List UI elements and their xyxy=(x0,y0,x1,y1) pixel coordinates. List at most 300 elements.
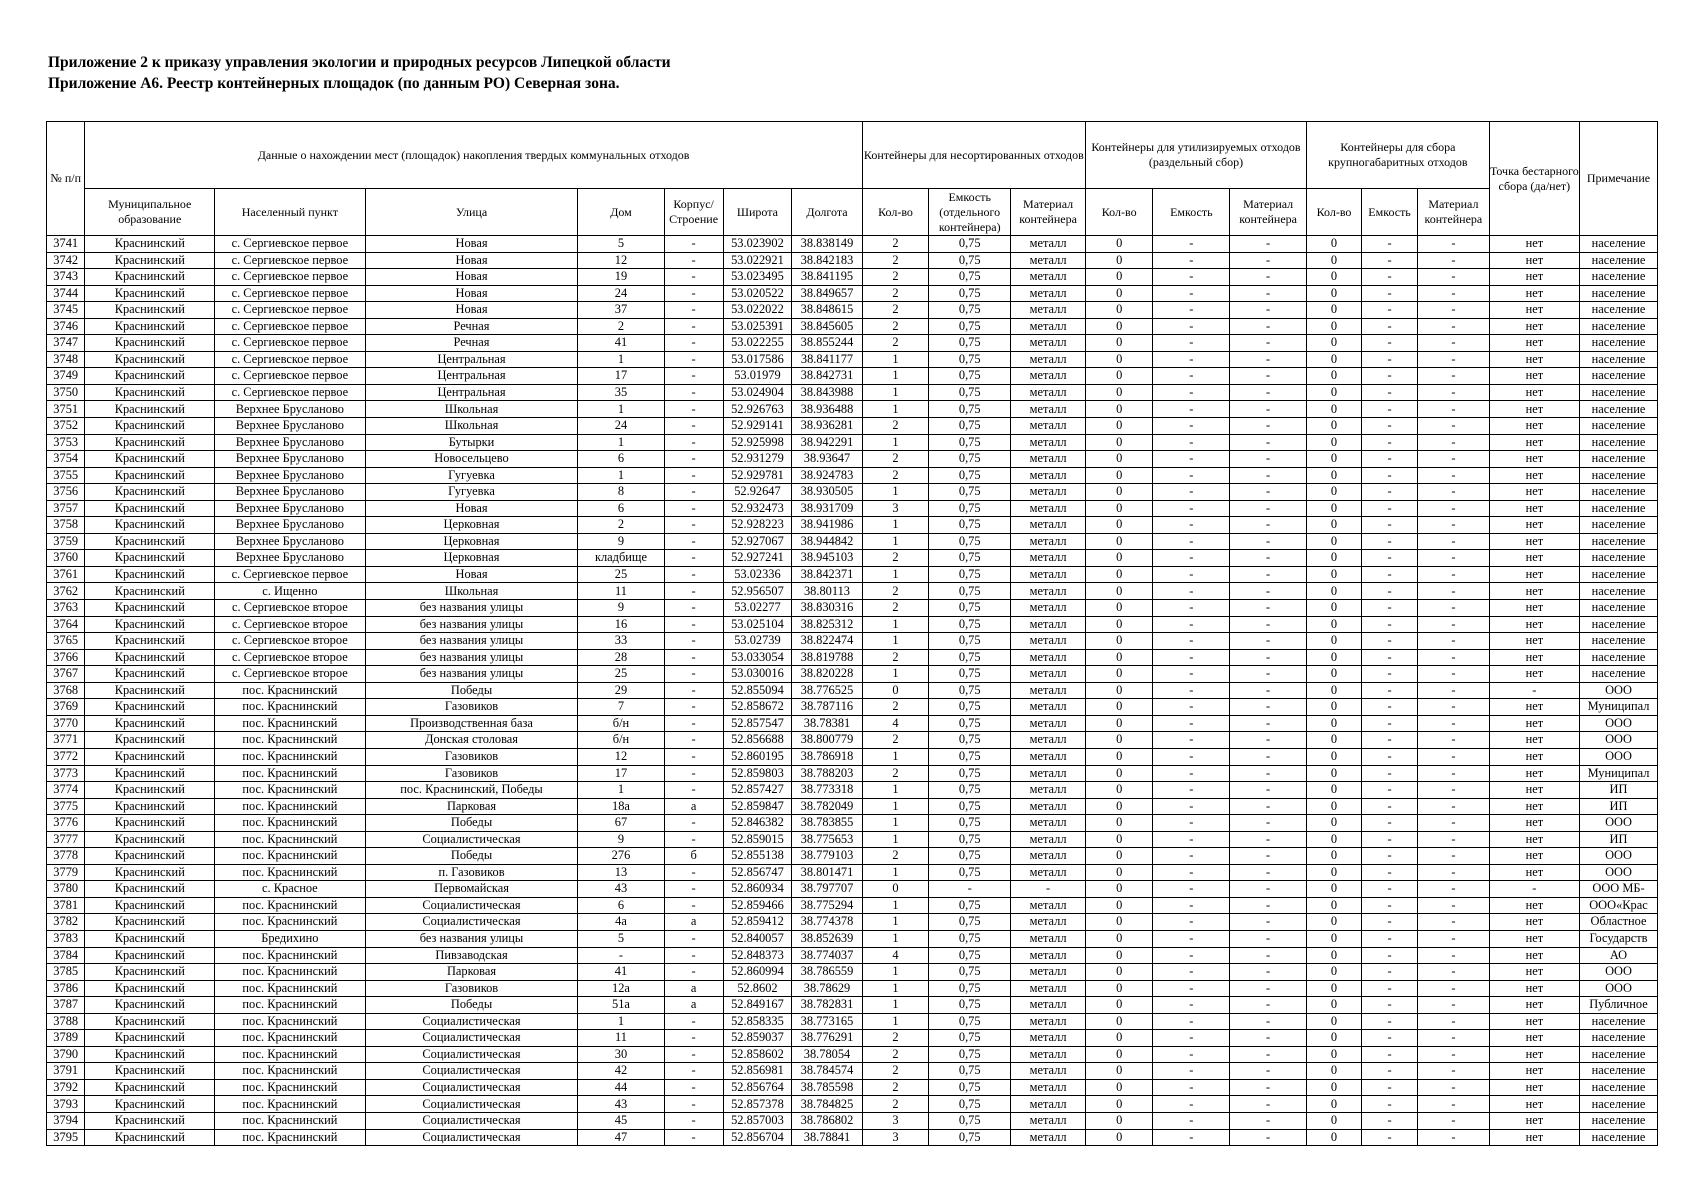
bulky-count-cell: 0 xyxy=(1307,715,1362,732)
row-number-cell: 3742 xyxy=(47,252,85,269)
note-cell: ООО xyxy=(1579,715,1657,732)
settlement-cell: с. Сергиевское второе xyxy=(215,616,366,633)
street-cell: Первомайская xyxy=(365,881,578,898)
municipality-cell: Краснинский xyxy=(85,1063,215,1080)
street-cell: Пивзаводская xyxy=(365,947,578,964)
longitude-cell: 38.819788 xyxy=(792,649,863,666)
document-title-block xyxy=(48,52,671,94)
bulky-count-cell: 0 xyxy=(1307,351,1362,368)
bulky-capacity-cell: - xyxy=(1362,682,1418,699)
latitude-cell: 52.927241 xyxy=(723,550,792,567)
row-number-cell: 3759 xyxy=(47,533,85,550)
table-row xyxy=(47,947,1658,964)
house-cell: 6 xyxy=(578,897,664,914)
unsorted-count-cell: 4 xyxy=(862,947,928,964)
settlement-cell: пос. Краснинский xyxy=(215,947,366,964)
table-row xyxy=(47,533,1658,550)
unsorted-capacity-cell: 0,75 xyxy=(929,666,1011,683)
longitude-cell: 38.930505 xyxy=(792,484,863,501)
street-cell: без названия улицы xyxy=(365,600,578,617)
building-cell: - xyxy=(664,930,723,947)
bulky-count-cell: 0 xyxy=(1307,1079,1362,1096)
bulky-count-cell: 0 xyxy=(1307,566,1362,583)
note-cell: ООО xyxy=(1579,682,1657,699)
recyclable-capacity-cell: - xyxy=(1153,351,1230,368)
building-cell: - xyxy=(664,864,723,881)
unsorted-count-cell: 1 xyxy=(862,484,928,501)
house-cell: 18а xyxy=(578,798,664,815)
note-cell: население xyxy=(1579,1046,1657,1063)
note-cell: население xyxy=(1579,451,1657,468)
municipality-cell: Краснинский xyxy=(85,500,215,517)
building-cell: - xyxy=(664,1079,723,1096)
municipality-cell: Краснинский xyxy=(85,583,215,600)
municipality-cell: Краснинский xyxy=(85,748,215,765)
recyclable-material-cell: - xyxy=(1230,335,1307,352)
bulky-count-cell: 0 xyxy=(1307,302,1362,319)
recyclable-count-cell: 0 xyxy=(1085,1063,1152,1080)
building-cell: - xyxy=(664,782,723,799)
bulky-material-cell: - xyxy=(1418,500,1490,517)
settlement-cell: пос. Краснинский xyxy=(215,815,366,832)
municipality-cell: Краснинский xyxy=(85,1129,215,1146)
table-row xyxy=(47,633,1658,650)
recyclable-material-cell: - xyxy=(1230,1046,1307,1063)
bulky-capacity-cell: - xyxy=(1362,285,1418,302)
table-row xyxy=(47,914,1658,931)
latitude-cell: 52.860934 xyxy=(723,881,792,898)
house-cell: 44 xyxy=(578,1079,664,1096)
street-cell: Новая xyxy=(365,252,578,269)
latitude-cell: 52.858335 xyxy=(723,1013,792,1030)
latitude-cell: 52.8602 xyxy=(723,980,792,997)
bulky-capacity-cell: - xyxy=(1362,335,1418,352)
unsorted-count-cell: 1 xyxy=(862,351,928,368)
bulky-count-cell: 0 xyxy=(1307,252,1362,269)
unsorted-material-cell: металл xyxy=(1011,252,1086,269)
street-cell: Производственная база xyxy=(365,715,578,732)
bulky-capacity-cell: - xyxy=(1362,1079,1418,1096)
unsorted-capacity-cell: 0,75 xyxy=(929,236,1011,253)
table-row xyxy=(47,434,1658,451)
street-cell: Речная xyxy=(365,335,578,352)
recyclable-capacity-cell: - xyxy=(1153,897,1230,914)
unsorted-capacity-cell: 0,75 xyxy=(929,715,1011,732)
settlement-cell: пос. Краснинский xyxy=(215,914,366,931)
bulky-capacity-cell: - xyxy=(1362,1063,1418,1080)
bagless-point-cell: нет xyxy=(1489,583,1579,600)
recyclable-material-cell: - xyxy=(1230,914,1307,931)
building-cell: - xyxy=(664,600,723,617)
recyclable-count-cell: 0 xyxy=(1085,947,1152,964)
bulky-count-cell: 0 xyxy=(1307,500,1362,517)
bagless-point-cell: нет xyxy=(1489,533,1579,550)
recyclable-material-cell: - xyxy=(1230,930,1307,947)
municipality-cell: Краснинский xyxy=(85,517,215,534)
note-cell: население xyxy=(1579,335,1657,352)
recyclable-material-cell: - xyxy=(1230,1030,1307,1047)
unsorted-material-cell: металл xyxy=(1011,1030,1086,1047)
recyclable-material-cell: - xyxy=(1230,566,1307,583)
header-location-group: Данные о нахождении мест (площадок) накопления твердых коммунальных отходов xyxy=(85,122,862,189)
bulky-count-cell: 0 xyxy=(1307,384,1362,401)
recyclable-count-cell: 0 xyxy=(1085,997,1152,1014)
unsorted-count-cell: 1 xyxy=(862,633,928,650)
unsorted-capacity-cell: 0,75 xyxy=(929,269,1011,286)
bulky-material-cell: - xyxy=(1418,633,1490,650)
recyclable-capacity-cell: - xyxy=(1153,318,1230,335)
street-cell: Новая xyxy=(365,269,578,286)
building-cell: - xyxy=(664,484,723,501)
header-longitude: Долгота xyxy=(792,189,863,236)
recyclable-count-cell: 0 xyxy=(1085,864,1152,881)
recyclable-material-cell: - xyxy=(1230,715,1307,732)
bulky-count-cell: 0 xyxy=(1307,1129,1362,1146)
bagless-point-cell: нет xyxy=(1489,600,1579,617)
unsorted-material-cell: металл xyxy=(1011,484,1086,501)
house-cell: 33 xyxy=(578,633,664,650)
table-row xyxy=(47,550,1658,567)
municipality-cell: Краснинский xyxy=(85,964,215,981)
bulky-material-cell: - xyxy=(1418,1129,1490,1146)
bulky-capacity-cell: - xyxy=(1362,318,1418,335)
recyclable-count-cell: 0 xyxy=(1085,401,1152,418)
municipality-cell: Краснинский xyxy=(85,881,215,898)
row-number-cell: 3752 xyxy=(47,418,85,435)
recyclable-count-cell: 0 xyxy=(1085,848,1152,865)
row-number-cell: 3788 xyxy=(47,1013,85,1030)
bulky-material-cell: - xyxy=(1418,930,1490,947)
bulky-count-cell: 0 xyxy=(1307,236,1362,253)
table-row xyxy=(47,252,1658,269)
municipality-cell: Краснинский xyxy=(85,600,215,617)
bagless-point-cell: нет xyxy=(1489,1096,1579,1113)
recyclable-material-cell: - xyxy=(1230,384,1307,401)
longitude-cell: 38.788203 xyxy=(792,765,863,782)
longitude-cell: 38.848615 xyxy=(792,302,863,319)
unsorted-count-cell: 2 xyxy=(862,252,928,269)
longitude-cell: 38.775653 xyxy=(792,831,863,848)
house-cell: 17 xyxy=(578,765,664,782)
street-cell: без названия улицы xyxy=(365,666,578,683)
unsorted-count-cell: 2 xyxy=(862,848,928,865)
municipality-cell: Краснинский xyxy=(85,1030,215,1047)
recyclable-material-cell: - xyxy=(1230,633,1307,650)
unsorted-material-cell: металл xyxy=(1011,269,1086,286)
municipality-cell: Краснинский xyxy=(85,318,215,335)
bagless-point-cell: нет xyxy=(1489,666,1579,683)
recyclable-capacity-cell: - xyxy=(1153,451,1230,468)
row-number-cell: 3769 xyxy=(47,699,85,716)
bulky-capacity-cell: - xyxy=(1362,1112,1418,1129)
unsorted-capacity-cell: 0,75 xyxy=(929,831,1011,848)
settlement-cell: с. Сергиевское первое xyxy=(215,236,366,253)
bulky-count-cell: 0 xyxy=(1307,451,1362,468)
recyclable-capacity-cell: - xyxy=(1153,666,1230,683)
building-cell: - xyxy=(664,302,723,319)
unsorted-count-cell: 3 xyxy=(862,500,928,517)
municipality-cell: Краснинский xyxy=(85,1112,215,1129)
row-number-cell: 3794 xyxy=(47,1112,85,1129)
unsorted-count-cell: 2 xyxy=(862,1079,928,1096)
house-cell: 2 xyxy=(578,318,664,335)
unsorted-capacity-cell: 0,75 xyxy=(929,517,1011,534)
street-cell: Центральная xyxy=(365,368,578,385)
latitude-cell: 53.02277 xyxy=(723,600,792,617)
note-cell: население xyxy=(1579,633,1657,650)
recyclable-count-cell: 0 xyxy=(1085,384,1152,401)
building-cell: - xyxy=(664,467,723,484)
bulky-count-cell: 0 xyxy=(1307,765,1362,782)
latitude-cell: 52.857547 xyxy=(723,715,792,732)
latitude-cell: 53.020522 xyxy=(723,285,792,302)
bulky-material-cell: - xyxy=(1418,583,1490,600)
unsorted-count-cell: 1 xyxy=(862,566,928,583)
bulky-capacity-cell: - xyxy=(1362,980,1418,997)
bagless-point-cell: нет xyxy=(1489,318,1579,335)
recyclable-material-cell: - xyxy=(1230,1096,1307,1113)
municipality-cell: Краснинский xyxy=(85,550,215,567)
bulky-material-cell: - xyxy=(1418,798,1490,815)
recyclable-capacity-cell: - xyxy=(1153,285,1230,302)
recyclable-count-cell: 0 xyxy=(1085,881,1152,898)
latitude-cell: 52.856688 xyxy=(723,732,792,749)
bulky-capacity-cell: - xyxy=(1362,964,1418,981)
bulky-count-cell: 0 xyxy=(1307,815,1362,832)
longitude-cell: 38.849657 xyxy=(792,285,863,302)
building-cell: - xyxy=(664,401,723,418)
longitude-cell: 38.783855 xyxy=(792,815,863,832)
bulky-material-cell: - xyxy=(1418,1079,1490,1096)
latitude-cell: 53.022921 xyxy=(723,252,792,269)
house-cell: 9 xyxy=(578,533,664,550)
bagless-point-cell: нет xyxy=(1489,782,1579,799)
recyclable-count-cell: 0 xyxy=(1085,1030,1152,1047)
recyclable-material-cell: - xyxy=(1230,1079,1307,1096)
note-cell: население xyxy=(1579,616,1657,633)
recyclable-capacity-cell: - xyxy=(1153,384,1230,401)
latitude-cell: 52.927067 xyxy=(723,533,792,550)
settlement-cell: Верхнее Брусланово xyxy=(215,467,366,484)
bulky-material-cell: - xyxy=(1418,351,1490,368)
longitude-cell: 38.774037 xyxy=(792,947,863,964)
bagless-point-cell: нет xyxy=(1489,914,1579,931)
unsorted-count-cell: 1 xyxy=(862,1013,928,1030)
bulky-count-cell: 0 xyxy=(1307,616,1362,633)
unsorted-capacity-cell: 0,75 xyxy=(929,467,1011,484)
building-cell: - xyxy=(664,434,723,451)
latitude-cell: 53.023495 xyxy=(723,269,792,286)
unsorted-capacity-cell: 0,75 xyxy=(929,815,1011,832)
recyclable-material-cell: - xyxy=(1230,302,1307,319)
bagless-point-cell: нет xyxy=(1489,930,1579,947)
settlement-cell: Верхнее Брусланово xyxy=(215,451,366,468)
bulky-capacity-cell: - xyxy=(1362,302,1418,319)
settlement-cell: пос. Краснинский xyxy=(215,1129,366,1146)
table-row xyxy=(47,500,1658,517)
note-cell: население xyxy=(1579,484,1657,501)
row-number-cell: 3746 xyxy=(47,318,85,335)
recyclable-capacity-cell: - xyxy=(1153,997,1230,1014)
longitude-cell: 38.924783 xyxy=(792,467,863,484)
bagless-point-cell: нет xyxy=(1489,566,1579,583)
note-cell: ИП xyxy=(1579,831,1657,848)
building-cell: - xyxy=(664,616,723,633)
unsorted-capacity-cell: 0,75 xyxy=(929,914,1011,931)
table-row xyxy=(47,269,1658,286)
bulky-material-cell: - xyxy=(1418,715,1490,732)
bulky-material-cell: - xyxy=(1418,600,1490,617)
header-bulky-material: Материал контейнера xyxy=(1418,189,1490,236)
bagless-point-cell: нет xyxy=(1489,1063,1579,1080)
recyclable-material-cell: - xyxy=(1230,864,1307,881)
house-cell: 5 xyxy=(578,930,664,947)
bulky-material-cell: - xyxy=(1418,236,1490,253)
bulky-material-cell: - xyxy=(1418,1030,1490,1047)
bulky-material-cell: - xyxy=(1418,914,1490,931)
longitude-cell: 38.931709 xyxy=(792,500,863,517)
longitude-cell: 38.787116 xyxy=(792,699,863,716)
recyclable-capacity-cell: - xyxy=(1153,782,1230,799)
recyclable-capacity-cell: - xyxy=(1153,732,1230,749)
house-cell: 1 xyxy=(578,434,664,451)
latitude-cell: 52.859015 xyxy=(723,831,792,848)
unsorted-material-cell: металл xyxy=(1011,285,1086,302)
house-cell: 41 xyxy=(578,335,664,352)
recyclable-count-cell: 0 xyxy=(1085,798,1152,815)
unsorted-capacity-cell: 0,75 xyxy=(929,285,1011,302)
building-cell: - xyxy=(664,269,723,286)
building-cell: - xyxy=(664,1013,723,1030)
table-row xyxy=(47,732,1658,749)
latitude-cell: 53.025104 xyxy=(723,616,792,633)
table-row xyxy=(47,1013,1658,1030)
building-cell: - xyxy=(664,384,723,401)
street-cell: Новая xyxy=(365,285,578,302)
recyclable-capacity-cell: - xyxy=(1153,500,1230,517)
bulky-capacity-cell: - xyxy=(1362,467,1418,484)
latitude-cell: 53.025391 xyxy=(723,318,792,335)
unsorted-capacity-cell: 0,75 xyxy=(929,600,1011,617)
bulky-count-cell: 0 xyxy=(1307,583,1362,600)
municipality-cell: Краснинский xyxy=(85,467,215,484)
bulky-material-cell: - xyxy=(1418,1063,1490,1080)
bagless-point-cell: - xyxy=(1489,881,1579,898)
longitude-cell: 38.78054 xyxy=(792,1046,863,1063)
house-cell: 25 xyxy=(578,566,664,583)
unsorted-material-cell: металл xyxy=(1011,633,1086,650)
header-unsorted-material: Материал контейнера xyxy=(1011,189,1086,236)
recyclable-capacity-cell: - xyxy=(1153,1046,1230,1063)
unsorted-material-cell: металл xyxy=(1011,318,1086,335)
recyclable-capacity-cell: - xyxy=(1153,252,1230,269)
bagless-point-cell: нет xyxy=(1489,1013,1579,1030)
house-cell: 37 xyxy=(578,302,664,319)
table-row xyxy=(47,302,1658,319)
building-cell: - xyxy=(664,881,723,898)
row-number-cell: 3787 xyxy=(47,997,85,1014)
bulky-material-cell: - xyxy=(1418,1046,1490,1063)
house-cell: б/н xyxy=(578,715,664,732)
house-cell: 9 xyxy=(578,600,664,617)
table-row xyxy=(47,566,1658,583)
recyclable-material-cell: - xyxy=(1230,732,1307,749)
recyclable-count-cell: 0 xyxy=(1085,930,1152,947)
house-cell: 1 xyxy=(578,467,664,484)
longitude-cell: 38.841177 xyxy=(792,351,863,368)
row-number-cell: 3745 xyxy=(47,302,85,319)
municipality-cell: Краснинский xyxy=(85,566,215,583)
bulky-capacity-cell: - xyxy=(1362,947,1418,964)
unsorted-material-cell: металл xyxy=(1011,533,1086,550)
street-cell: Победы xyxy=(365,815,578,832)
recyclable-count-cell: 0 xyxy=(1085,351,1152,368)
house-cell: 28 xyxy=(578,649,664,666)
longitude-cell: 38.78841 xyxy=(792,1129,863,1146)
settlement-cell: с. Сергиевское первое xyxy=(215,269,366,286)
house-cell: 9 xyxy=(578,831,664,848)
latitude-cell: 52.859466 xyxy=(723,897,792,914)
unsorted-count-cell: 0 xyxy=(862,682,928,699)
table-row xyxy=(47,897,1658,914)
recyclable-material-cell: - xyxy=(1230,666,1307,683)
municipality-cell: Краснинский xyxy=(85,335,215,352)
unsorted-material-cell: металл xyxy=(1011,418,1086,435)
house-cell: 42 xyxy=(578,1063,664,1080)
table-row xyxy=(47,649,1658,666)
bulky-count-cell: 0 xyxy=(1307,335,1362,352)
latitude-cell: 53.022255 xyxy=(723,335,792,352)
unsorted-capacity-cell: 0,75 xyxy=(929,616,1011,633)
note-cell: население xyxy=(1579,418,1657,435)
recyclable-material-cell: - xyxy=(1230,517,1307,534)
bulky-capacity-cell: - xyxy=(1362,600,1418,617)
header-unsorted-count: Кол-во xyxy=(862,189,928,236)
bulky-count-cell: 0 xyxy=(1307,964,1362,981)
table-row xyxy=(47,715,1658,732)
longitude-cell: 38.786559 xyxy=(792,964,863,981)
recyclable-count-cell: 0 xyxy=(1085,914,1152,931)
row-number-cell: 3743 xyxy=(47,269,85,286)
table-row xyxy=(47,484,1658,501)
bulky-count-cell: 0 xyxy=(1307,732,1362,749)
unsorted-material-cell: металл xyxy=(1011,765,1086,782)
recyclable-count-cell: 0 xyxy=(1085,649,1152,666)
note-cell: население xyxy=(1579,1129,1657,1146)
latitude-cell: 52.956507 xyxy=(723,583,792,600)
bagless-point-cell: нет xyxy=(1489,1046,1579,1063)
unsorted-material-cell: металл xyxy=(1011,748,1086,765)
table-row xyxy=(47,748,1658,765)
unsorted-material-cell: металл xyxy=(1011,864,1086,881)
recyclable-material-cell: - xyxy=(1230,600,1307,617)
house-cell: 11 xyxy=(578,1030,664,1047)
municipality-cell: Краснинский xyxy=(85,831,215,848)
unsorted-material-cell: металл xyxy=(1011,831,1086,848)
street-cell: без названия улицы xyxy=(365,930,578,947)
building-cell: - xyxy=(664,947,723,964)
settlement-cell: Верхнее Брусланово xyxy=(215,533,366,550)
street-cell: Новая xyxy=(365,236,578,253)
street-cell: Новая xyxy=(365,500,578,517)
latitude-cell: 53.02336 xyxy=(723,566,792,583)
building-cell: - xyxy=(664,897,723,914)
unsorted-count-cell: 2 xyxy=(862,765,928,782)
bulky-material-cell: - xyxy=(1418,699,1490,716)
recyclable-count-cell: 0 xyxy=(1085,616,1152,633)
municipality-cell: Краснинский xyxy=(85,533,215,550)
recyclable-material-cell: - xyxy=(1230,798,1307,815)
